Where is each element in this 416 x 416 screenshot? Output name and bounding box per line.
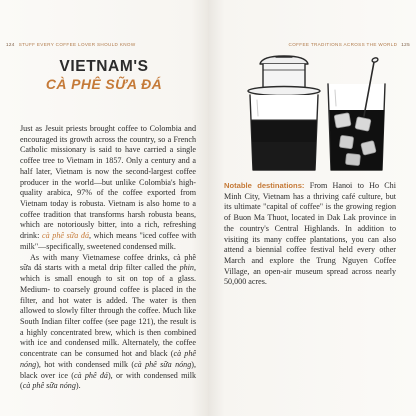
notable-destinations-text: From Hanoi to Ho Chi Minh City, Vietnam has a thriving café culture, but its ultimate "capital of coffee" is the growing region of Buon Ma Thuot, located in Dak Lak province in the country's Central Highlands. In addition to visiting its many coffee plantations, you can also attend a biennial coffee festival held every other March and explore the Trung Nguyen Coffee Village, an open-air museum spread across nearly 50,000 acres. bbox=[224, 181, 396, 287]
drink-name-term: cà phê sữa đá bbox=[42, 231, 89, 241]
paragraph-1 bbox=[20, 124, 196, 253]
paragraph-2-text-f: ). bbox=[75, 381, 81, 391]
notable-destinations-paragraph bbox=[224, 181, 396, 288]
phin-filter-coffee-icon bbox=[236, 54, 392, 172]
title-subtitle: CÀ PHÊ SỮA ĐÁ bbox=[45, 76, 163, 92]
paragraph-2-text-e: ), or with condensed milk ( bbox=[20, 370, 196, 391]
paragraph-2-text-d: ), black over ice ( bbox=[20, 359, 196, 380]
term-ca-phe-sua-nong: cà phê sữa nóng bbox=[134, 359, 192, 369]
left-page-number: 124 bbox=[6, 42, 15, 47]
paragraph-2-text-b: , which is small enough to sit on top of a glass. Medium- to coarsely ground coffee is placed in the filter, and hot water is added. The water is then allowed to slowly filter through the coffee. Much like South Indian filter coffee (see page 121), the result is a highly concentrated brew, which is then combined with ice and condensed milk. Alternately, the coffee concentrate can be consumed hot and black ( bbox=[20, 263, 196, 359]
right-running-head bbox=[289, 42, 410, 47]
term-ca-phe-da: cà phê đá bbox=[73, 370, 108, 380]
paragraph-2-text-a: As with many Vietnamese coffee drinks, cà phê sữa đá starts with a metal drip filter called the bbox=[20, 252, 196, 273]
section-title bbox=[0, 59, 208, 92]
term-ca-phe-nong: cà phê nóng bbox=[20, 349, 196, 369]
left-body-text bbox=[20, 124, 196, 392]
right-running-head-text: COFFEE TRADITIONS ACROSS THE WORLD bbox=[288, 42, 398, 47]
notable-destinations-label: Notable destinations: bbox=[224, 181, 305, 190]
left-running-head bbox=[6, 42, 136, 47]
paragraph-1-text-a: Just as Jesuit priests brought coffee to Colombia and encouraged its growth across the country, so a French Catholic missionary is said to have carried a single coffee tree to Vietnam in 1857. Only a century and a half later, Vietnam is now the second-largest coffee producer in the world—but unlike Colombia's high-quality arabica, 97% of the coffee exported from Vietnam today is robusta. Vietnam is also home to a coffee tradition that transforms harsh robusta beans, which are notoriously bitter, into a rich, refreshing drink: bbox=[20, 124, 196, 241]
paragraph-2-text-c: ), hot with condensed milk ( bbox=[36, 359, 135, 369]
phin-term: phin bbox=[179, 263, 194, 273]
right-body-text bbox=[224, 181, 396, 288]
term-ca-phe-sua-nong-2: cà phê sữa nóng bbox=[22, 381, 76, 391]
title-main: VIETNAM'S bbox=[59, 58, 149, 75]
right-page-number: 125 bbox=[401, 42, 410, 47]
paragraph-1-text-b: , which means "iced coffee with milk"—specifically, sweetened condensed milk. bbox=[20, 231, 196, 251]
left-running-head-text: STUFF EVERY COFFEE LOVER SHOULD KNOW bbox=[18, 42, 136, 47]
paragraph-2 bbox=[20, 253, 196, 392]
